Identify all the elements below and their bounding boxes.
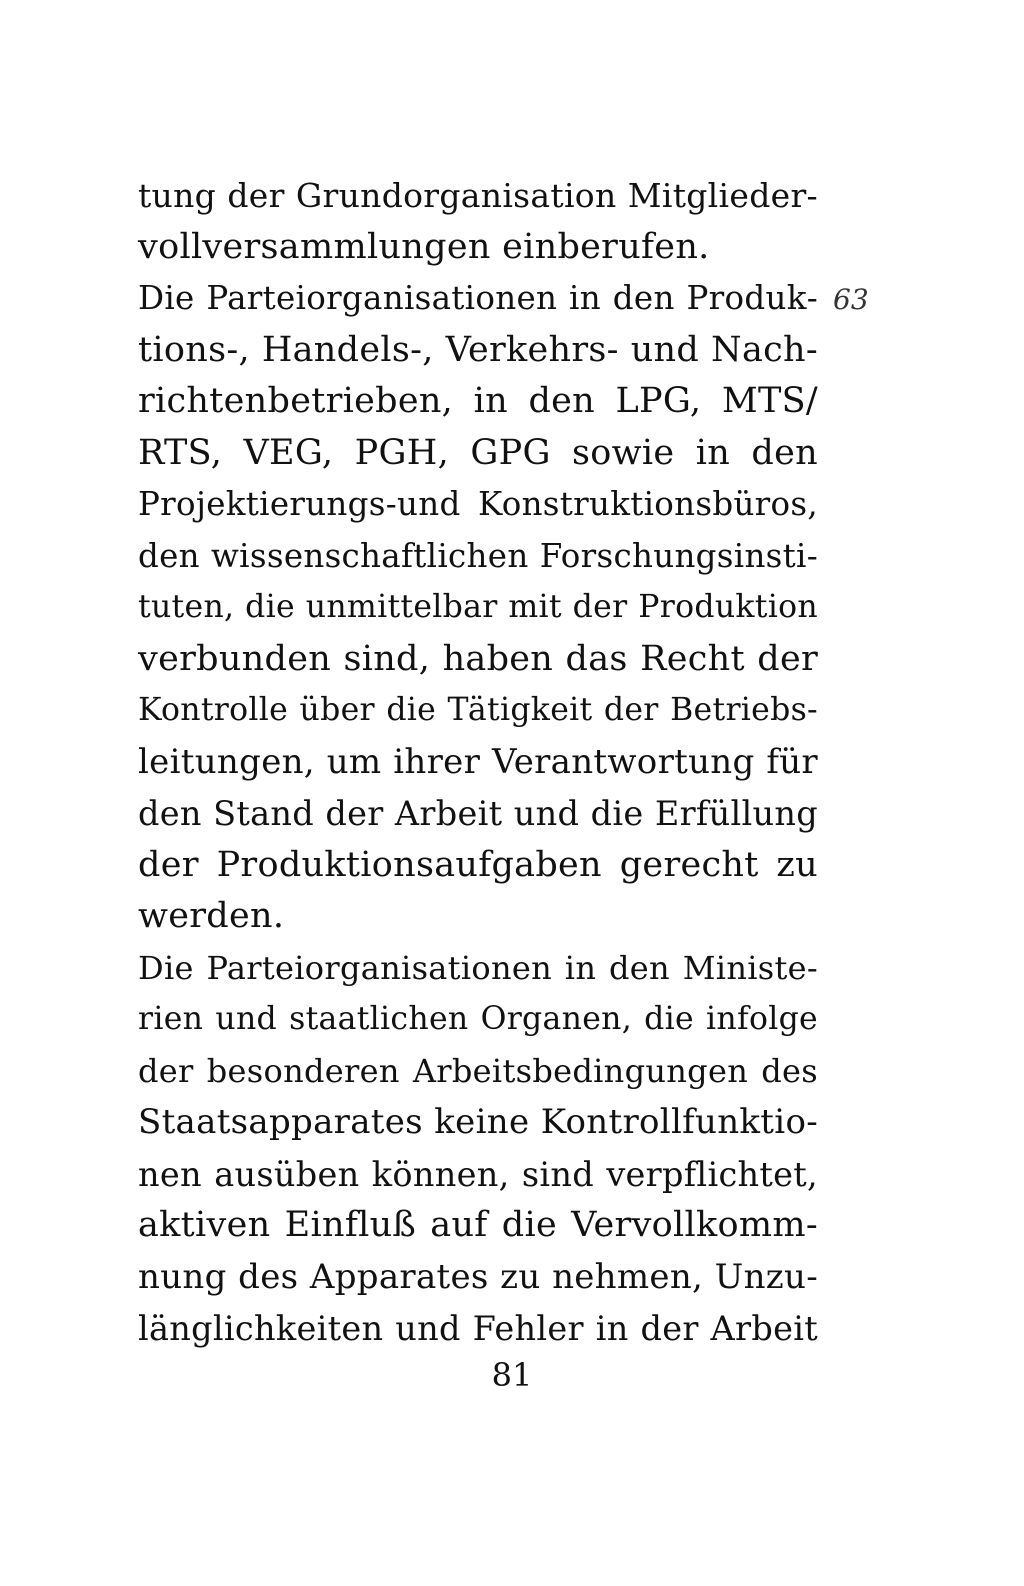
margin-section-number: 63 — [833, 283, 869, 316]
text-line: tung der Grundorganisation Mitglieder‐ — [138, 176, 818, 215]
text-line: Die Parteiorganisationen in den Produk‐ — [138, 279, 818, 317]
text-line: der besonderen Arbeitsbedingungen des — [138, 1051, 818, 1090]
text-line: leitungen, um ihrer Verantwortung für — [138, 741, 818, 782]
text-line: nung des Apparates zu nehmen, Unzu‐ — [138, 1256, 818, 1297]
text-line: länglichkeiten und Fehler in der Arbeit — [138, 1309, 818, 1348]
text-line: tuten, die unmittelbar mit der Produktion — [138, 589, 818, 625]
text-line: Staatsapparates keine Kontrollfunktio‐ — [138, 1102, 818, 1142]
page-number: 81 — [491, 1356, 533, 1394]
body-text — [138, 170, 818, 1355]
text-line: aktiven Einfluß auf die Vervollkomm‐ — [138, 1205, 818, 1245]
text-line: nen ausüben können, sind verpflichtet, — [138, 1154, 818, 1194]
text-line: Kontrolle über die Tätigkeit der Betriebs‐ — [138, 692, 818, 728]
text-line: werden. — [138, 896, 285, 936]
text-line: rien und staatlichen Organen, die infolge — [138, 1001, 818, 1037]
text-line: den wissenschaftlichen Forschungsinsti‐ — [138, 536, 818, 575]
text-line: Projektierungs‐und Konstruktionsbüros, — [138, 485, 818, 523]
text-line: tions‐, Handels‐, Verkehrs‐ und Nach‐ — [138, 329, 818, 370]
text-line: Die Parteiorganisationen in den Ministe‐ — [138, 948, 818, 987]
text-line: vollversammlungen einberufen. — [138, 226, 710, 267]
text-line: verbunden sind, haben das Recht der — [138, 638, 818, 679]
text-line: richtenbetrieben, in den LPG, MTS/ — [138, 381, 818, 421]
text-line: der Produktionsaufgaben gerecht zu — [138, 844, 818, 885]
text-line: RTS, VEG, PGH, GPG sowie in den — [138, 432, 818, 473]
text-line: den Stand der Arbeit und die Erfüllung — [138, 794, 818, 833]
